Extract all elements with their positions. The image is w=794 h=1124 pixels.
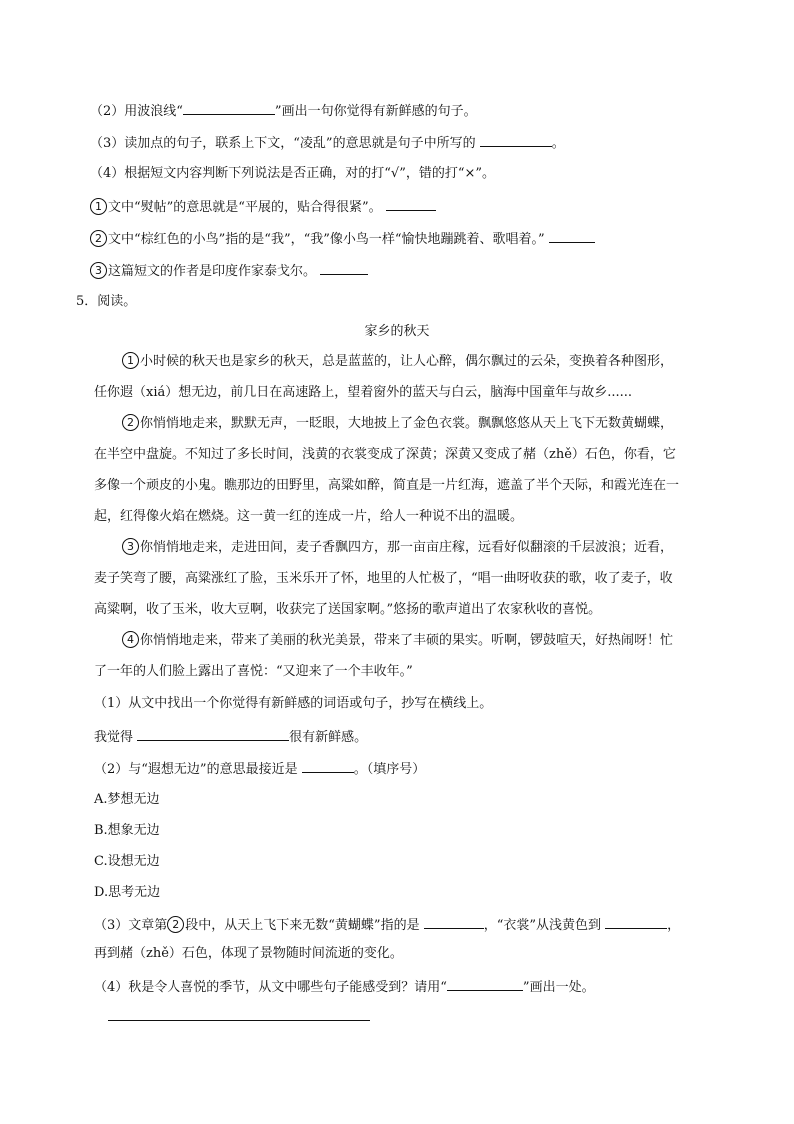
p3-text-1: 你悄悄地走来，走进田间，麦子香飘四方，那一亩亩庄稼，远看好似翻滚的千层波浪；近看， bbox=[140, 540, 674, 555]
p3-line-2: 麦子笑弯了腰，高粱涨红了脸，玉米乐开了怀，地里的人忙极了，“唱一曲呀收获的歌，收了麦子，收 bbox=[94, 571, 673, 586]
p2-line-4: 起，红得像火焰在燃烧。这一黄一红的连成一片，给人一种说不出的温暖。 bbox=[94, 509, 524, 524]
judge-3 bbox=[90, 260, 368, 282]
p4-line-2: 了一年的人们脸上露出了喜悦：“又迎来了一个丰收年。” bbox=[94, 664, 413, 679]
answer-blank[interactable] bbox=[480, 132, 552, 147]
option-d: D.思考无边 bbox=[94, 885, 161, 900]
sq3-text-c: ，“衣裳”从浅黄色到 bbox=[483, 918, 606, 933]
sq1-answer-post: 很有新鲜感。 bbox=[289, 730, 368, 745]
judge-3-text: 这篇短文的作者是印度作家泰戈尔。 bbox=[108, 264, 321, 279]
p3-line-3: 高粱啊，收了玉米，收大豆啊，收获完了送国家啊。”悠扬的歌声道出了农家秋收的喜悦。 bbox=[94, 602, 602, 617]
judge-2-text: 文中“棕红色的小鸟”指的是“我”，“我”像小鸟一样“愉快地蹦跳着、歌唱着。” bbox=[108, 232, 549, 247]
sq2 bbox=[94, 758, 425, 780]
p4-text-1: 你悄悄地走来，带来了美丽的秋光美景，带来了丰硕的果实。听啊，锣鼓喧天，好热闹呀！忙 bbox=[140, 633, 674, 648]
option-a: A.梦想无边 bbox=[94, 792, 160, 807]
p2-line-3: 多像一个顽皮的小鬼。瞧那边的田野里，高粱如醉，简直是一片红海，遮盖了半个天际，和霞光连在一 bbox=[94, 478, 680, 493]
answer-blank[interactable] bbox=[424, 914, 484, 929]
sq2-text-end: 。（填序号） bbox=[353, 762, 426, 777]
circled-number: 2 bbox=[90, 230, 107, 247]
wavy-line-blank bbox=[183, 100, 275, 115]
p2-line-1 bbox=[122, 414, 673, 434]
sq1: （1）从文中找出一个你觉得有新鲜感的词语或句子，抄写在横线上。 bbox=[94, 696, 493, 711]
p1-line-1 bbox=[122, 352, 673, 372]
p2-line-2: 在半空中盘旋。不知过了多长时间，浅黄的衣裳变成了深黄；深黄又变成了赭（zhě）石色，你看，它 bbox=[94, 447, 676, 462]
answer-blank[interactable] bbox=[386, 196, 436, 211]
p1-text-1: 小时候的秋天也是家乡的秋天，总是蓝蓝的，让人心醉，偶尔飘过的云朵，变换着各种图形， bbox=[140, 354, 674, 369]
sq3-text-d: ， bbox=[667, 918, 681, 933]
q4-item-2-text: （2）用波浪线“ bbox=[90, 104, 183, 119]
p3-line-1 bbox=[122, 538, 673, 558]
sq3-text-a: （3）文章第 bbox=[94, 918, 168, 933]
sq4 bbox=[94, 976, 595, 998]
judge-1 bbox=[90, 196, 436, 218]
sq1-answer-pre: 我觉得 bbox=[94, 730, 138, 745]
sq4-text-end: ”画出一处。 bbox=[522, 980, 595, 995]
answer-blank[interactable] bbox=[302, 758, 354, 773]
sq3-line-2: 再到赭（zhě）石色，体现了景物随时间流逝的变化。 bbox=[94, 946, 403, 961]
q4-item-3-text: （3）读加点的句子，联系上下文，“凌乱”的意思就是句子中所写的 bbox=[90, 136, 480, 151]
wavy-line-blank bbox=[447, 976, 523, 991]
q4-item-4: （4）根据短文内容判断下列说法是否正确，对的打“√”，错的打“×”。 bbox=[90, 166, 496, 181]
judge-1-text: 文中“熨帖”的意思就是“平展的，贴合得很紧”。 bbox=[108, 200, 386, 215]
p4-line-1 bbox=[122, 631, 673, 651]
q4-item-3 bbox=[90, 132, 565, 154]
sq3-text-b: 段中，从天上飞下来无数“黄蝴蝶”指的是 bbox=[185, 918, 424, 933]
circled-number: 4 bbox=[122, 631, 139, 648]
option-c: C.设想无边 bbox=[94, 854, 160, 869]
answer-blank[interactable] bbox=[320, 260, 368, 275]
p2-text-1: 你悄悄地走来，默默无声，一眨眼，大地披上了金色衣裳。飘飘悠悠从天上飞下无数黄蝴蝶， bbox=[140, 416, 674, 431]
option-b: B.想象无边 bbox=[94, 823, 160, 838]
judge-2 bbox=[90, 228, 595, 250]
sq2-text: （2）与“遐想无边”的意思最接近是 bbox=[94, 762, 302, 777]
circled-number: 1 bbox=[122, 352, 139, 369]
passage-title: 家乡的秋天 bbox=[364, 324, 430, 339]
answer-blank[interactable] bbox=[605, 914, 667, 929]
sq4-text: （4）秋是令人喜悦的季节，从文中哪些句子能感受到？请用“ bbox=[94, 980, 447, 995]
sq1-answer-line bbox=[94, 726, 367, 748]
sq3-line-1 bbox=[94, 914, 680, 936]
q4-item-2-text-end: ”画出一句你觉得有新鲜感的句子。 bbox=[274, 104, 477, 119]
q5-header: 5．阅读。 bbox=[76, 294, 137, 309]
circled-number: 3 bbox=[122, 538, 139, 555]
p1-line-2: 任你遐（xiá）想无边，前几日在高速路上，望着窗外的蓝天与白云，脑海中国童年与故乡...... bbox=[94, 385, 633, 400]
circled-number: 2 bbox=[167, 916, 184, 933]
circled-number: 1 bbox=[90, 198, 107, 215]
answer-blank[interactable] bbox=[137, 726, 289, 741]
answer-blank[interactable] bbox=[549, 228, 595, 243]
q4-item-3-end: 。 bbox=[551, 136, 565, 151]
answer-line[interactable] bbox=[108, 1020, 370, 1021]
circled-number: 2 bbox=[122, 414, 139, 431]
q4-item-2 bbox=[90, 100, 477, 122]
circled-number: 3 bbox=[90, 262, 107, 279]
